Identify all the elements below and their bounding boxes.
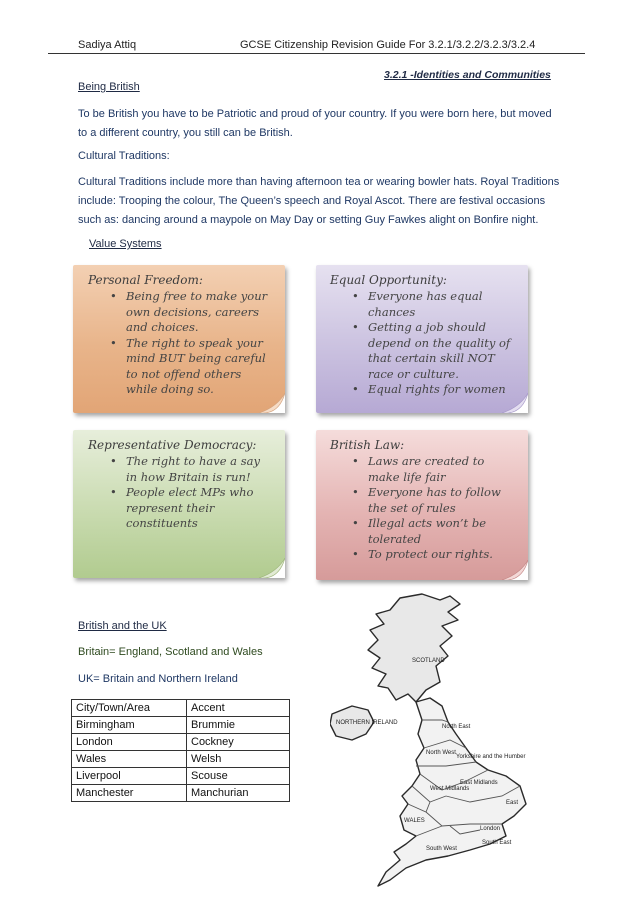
table-row (72, 768, 290, 785)
page-curl-icon (259, 558, 285, 578)
map-label-north-east: North East (442, 724, 471, 730)
header-author: Sadiya Attiq (78, 39, 137, 51)
being-british-text: To be British you have to be Patriotic and proud of your country. If you were born here, but moved to a different country, you still can be British. (78, 108, 552, 139)
table-cell-accent: Manchurian (187, 785, 290, 802)
page-curl-icon (502, 393, 528, 413)
table-row (72, 785, 290, 802)
table-cell-area: Wales (72, 751, 187, 768)
note-personal-freedom (73, 265, 285, 413)
uk-definition: UK= Britain and Northern Ireland (78, 673, 238, 685)
note-british-law (316, 430, 528, 580)
table-cell-accent: Brummie (187, 717, 290, 734)
note-bullet: • The right to speak your mind BUT being careful to not offend others while doing so. (110, 336, 274, 398)
map-label-scotland: SCOTLAND (412, 658, 445, 664)
value-systems-heading: Value Systems (89, 238, 162, 250)
note-title: Equal Opportunity: (330, 273, 447, 287)
note-bullet: • Illegal acts won’t be tolerated (352, 516, 514, 547)
table-cell-area: Liverpool (72, 768, 187, 785)
being-british-heading: Being British (78, 81, 140, 93)
map-label-north-west: North West (426, 750, 456, 756)
note-bullet: • To protect our rights. (352, 547, 514, 563)
note-bullet: • Being free to make your own decisions, careers and choices. (110, 289, 274, 336)
note-bullet: • Getting a job should depend on the quality of that certain skill NOT race or culture. (352, 320, 514, 382)
table-cell-accent: Welsh (187, 751, 290, 768)
table-row (72, 717, 290, 734)
map-label-south-west: South West (426, 846, 457, 852)
table-row (72, 734, 290, 751)
note-title: Personal Freedom: (88, 273, 203, 287)
page-curl-icon (259, 393, 285, 413)
note-equal-opportunity (316, 265, 528, 413)
header-rule (48, 53, 585, 54)
uk-regions-map (330, 590, 540, 895)
header-title: GCSE Citizenship Revision Guide For 3.2.1/3.2.2/3.2.3/3.2.4 (240, 39, 536, 51)
table-cell-accent: Cockney (187, 734, 290, 751)
note-bullet: • The right to have a say in how Britain is run! (110, 454, 274, 485)
table-row (72, 751, 290, 768)
uk-heading: British and the UK (78, 620, 167, 632)
note-bullet: • Everyone has to follow the set of rules (352, 485, 514, 516)
table-cell-area: Manchester (72, 785, 187, 802)
map-label-east: East (506, 800, 519, 806)
note-bullet: • People elect MPs who represent their constituents (110, 485, 274, 532)
table-cell-area: Birmingham (72, 717, 187, 734)
note-bullet: • Everyone has equal chances (352, 289, 514, 320)
table-cell-accent: Scouse (187, 768, 290, 785)
table-cell-area: City/Town/Area (72, 700, 187, 717)
page-curl-icon (502, 560, 528, 580)
map-label-london: London (480, 826, 501, 832)
note-bullet: • Equal rights for women (352, 382, 514, 398)
note-representative-democracy (73, 430, 285, 578)
section-title: 3.2.1 -Identities and Communities (384, 69, 551, 81)
table-cell-accent: Accent (187, 700, 290, 717)
map-label-northern-ireland: NORTHERN IRELAND (336, 720, 398, 726)
table-header-row (72, 700, 290, 717)
map-label-wales: WALES (404, 818, 425, 824)
note-bullet: • Laws are created to make life fair (352, 454, 514, 485)
britain-definition: Britain= England, Scotland and Wales (78, 646, 263, 658)
note-title: Representative Democracy: (88, 438, 257, 452)
cultural-heading: Cultural Traditions: (78, 150, 170, 162)
table-cell-area: London (72, 734, 187, 751)
map-label-yorkshire: Yorkshire and the Humber (456, 754, 526, 760)
map-label-south-east: South East (482, 840, 512, 846)
map-label-west-midlands: West Midlands (430, 786, 470, 792)
cultural-text: Cultural Traditions include more than having afternoon tea or wearing bowler hats. Royal Traditions include: Trooping the colour, The Queen’s speech and Royal Ascot. There are festival occasions such as: dancing around a maypole on May Day or setting Guy Fawkes alight on Bonfire night. (78, 176, 560, 226)
note-title: British Law: (330, 438, 405, 452)
map-label-east-midlands: East Midlands (460, 780, 498, 786)
accent-table (71, 699, 290, 802)
